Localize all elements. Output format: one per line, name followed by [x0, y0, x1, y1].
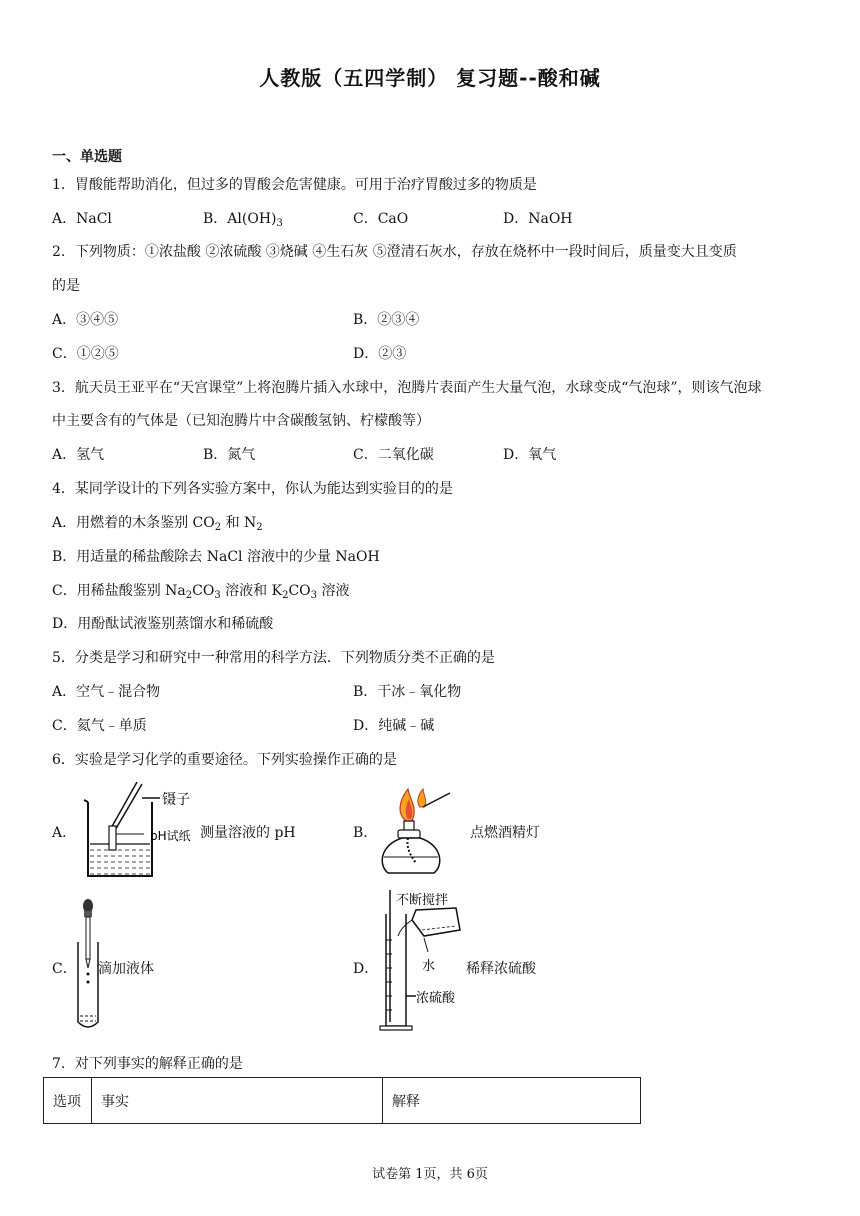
q6-option-d-text: 稀释浓硫酸 — [466, 961, 536, 977]
ph-measure-figure — [80, 782, 205, 882]
q6-option-c-text: 滴加液体 — [98, 961, 154, 977]
q5-option-d: D．纯碱﹣碱 — [353, 718, 435, 734]
section-heading: 一、单选题 — [52, 149, 122, 165]
q6-option-b-letter: B． — [353, 825, 378, 841]
q3-stem-line1: 3．航天员王亚平在“天宫课堂”上将泡腾片插入水球中，泡腾片表面产生大量气泡，水球变成“气泡球”，则该气泡球 — [52, 380, 762, 396]
q7-stem: 7．对下列事实的解释正确的是 — [52, 1056, 243, 1072]
q6-option-c-letter: C． — [52, 961, 77, 977]
table-header-option: 选项 — [44, 1078, 92, 1124]
q5-option-a: A．空气﹣混合物 — [52, 684, 161, 700]
q7-table — [43, 1077, 641, 1124]
stir-label: 不断搅拌 — [396, 893, 449, 908]
table-header-row — [44, 1078, 641, 1124]
q1-stem: 1．胃酸能帮助消化，但过多的胃酸会危害健康。可用于治疗胃酸过多的物质是 — [52, 177, 537, 193]
q3-option-a: A．氢气 — [52, 447, 105, 463]
q2-option-a: A．③④⑤ — [52, 312, 119, 328]
alcohol-lamp-figure — [376, 785, 466, 880]
q4-option-c: C．用稀盐酸鉴别 $Na_2CO_3$ 溶液和 $K_2CO_3$ 溶液 — [52, 583, 350, 601]
q5-stem: 5．分类是学习和研究中一种常用的科学方法．下列物质分类不正确的是 — [52, 650, 495, 666]
water-label: 水 — [422, 959, 436, 974]
q2-option-d: D．②③ — [353, 346, 407, 362]
q6-option-a-text: 测量溶液的 pH — [200, 825, 296, 841]
q6-option-a-letter: A． — [52, 825, 77, 841]
page-footer: 试卷第 1页，共 6页 — [372, 1167, 488, 1182]
table-header-fact: 事实 — [92, 1078, 383, 1124]
q5-option-c: C．氦气﹣单质 — [52, 718, 147, 734]
q4-option-a: A．用燃着的木条鉴别 $CO_2$ 和 $N_2$ — [52, 515, 263, 533]
q3-stem-line2: 中主要含有的气体是（已知泡腾片中含碳酸氢钠、柠檬酸等） — [52, 413, 430, 429]
q1-option-b: B．$Al(OH)_3$ — [203, 211, 283, 229]
q2-stem-line1: 2．下列物质：①浓盐酸 ②浓硫酸 ③烧碱 ④生石灰 ⑤澄清石灰水，存放在烧杯中一段时间后，质量变大且变质 — [52, 244, 737, 260]
q2-stem-line2: 的是 — [52, 278, 80, 294]
q1-option-c: C．CaO — [353, 211, 409, 227]
q3-option-c: C．二氧化碳 — [353, 447, 434, 463]
ph-paper-label: pH试纸 — [150, 829, 191, 843]
q4-option-d: D．用酚酞试液鉴别蒸馏水和稀硫酸 — [52, 616, 274, 632]
dilute-acid-figure — [376, 890, 466, 1035]
q1-option-d: D．NaOH — [503, 211, 573, 227]
q4-option-b: B．用适量的稀盐酸除去 NaCl 溶液中的少量 NaOH — [52, 549, 380, 565]
page-title: 人教版（五四学制） 复习题--酸和碱 — [259, 66, 601, 90]
q4-stem: 4．某同学设计的下列各实验方案中，你认为能达到实验目的的是 — [52, 481, 453, 497]
q6-stem: 6．实验是学习化学的重要途径。下列实验操作正确的是 — [52, 752, 397, 768]
tweezers-label: 镊子 — [162, 792, 190, 808]
q1-option-a: A．NaCl — [52, 211, 112, 227]
q6-option-b-text: 点燃酒精灯 — [470, 825, 540, 841]
q3-option-b: B．氮气 — [203, 447, 256, 463]
q2-option-c: C．①②⑤ — [52, 346, 119, 362]
q3-option-d: D．氧气 — [503, 447, 557, 463]
q5-option-b: B．干冰﹣氧化物 — [353, 684, 462, 700]
table-header-explanation: 解释 — [383, 1078, 641, 1124]
conc-acid-label: 浓硫酸 — [416, 991, 456, 1006]
q2-option-b: B．②③④ — [353, 312, 420, 328]
q6-option-d-letter: D． — [353, 961, 379, 977]
